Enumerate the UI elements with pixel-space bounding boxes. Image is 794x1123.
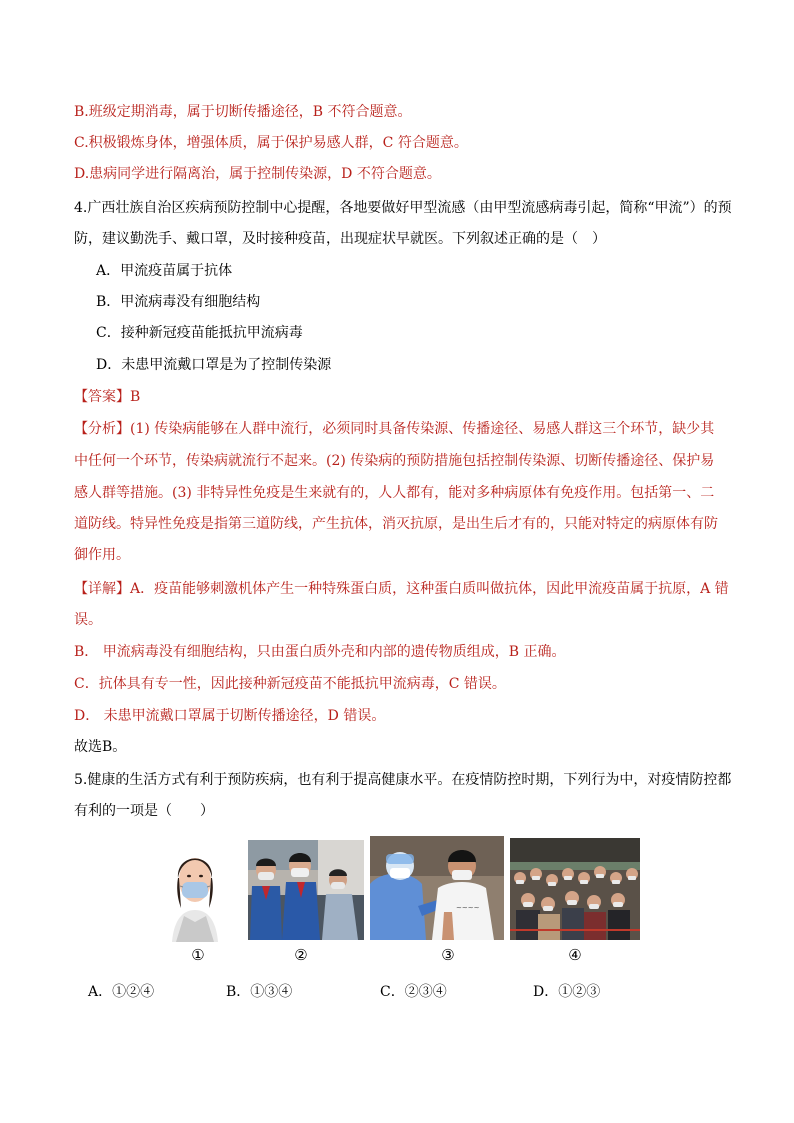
photo-students-masks <box>248 840 364 940</box>
analysis-tag: 【分析】 <box>74 421 130 437</box>
prev-answer-d: D.患病同学进行隔离治，属于控制传染源，D 不符合题意。 <box>74 166 441 182</box>
svg-text:~~~~: ~~~~ <box>456 904 480 912</box>
analysis-text: (1) 传染病能够在人群中流行，必须同时具备传染源、传播途径、易感人群这三个环节，缺少其 <box>130 421 715 437</box>
photo-woman-mask <box>154 838 236 942</box>
prev-answer-c: C.积极锻炼身体，增强体质，属于保护易感人群，C 符合题意。 <box>74 135 468 151</box>
q4-option-a: A．甲流疫苗属于抗体 <box>96 263 233 279</box>
q5-stem-line2: 有利的一项是（ ） <box>74 803 214 819</box>
prev-answer-b: B.班级定期消毒，属于切断传播途径，B 不符合题意。 <box>74 104 412 120</box>
q5-choice-c: C．②③④ <box>380 984 447 1000</box>
image-label-4: ④ <box>568 946 582 964</box>
q4-answer <box>74 387 140 407</box>
image-label-1: ① <box>191 946 205 964</box>
q4-stem-line2: 防，建议勤洗手、戴口罩，及时接种疫苗，出现症状早就医。下列叙述正确的是（ ） <box>74 231 606 247</box>
answer-tag: 【答案】 <box>74 389 130 405</box>
q4-analysis-line5: 御作用。 <box>74 547 130 563</box>
q5-choice-b: B．①③④ <box>226 984 293 1000</box>
q4-detail-line4: C．抗体具有专一性，因此接种新冠疫苗不能抵抗甲流病毒，C 错误。 <box>74 676 506 692</box>
q4-option-d: D．未患甲流戴口罩是为了控制传染源 <box>96 357 332 373</box>
detail-text: A．疫苗能够刺激机体产生一种特殊蛋白质，这种蛋白质叫做抗体，因此甲流疫苗属于抗原，A 错 <box>130 581 729 597</box>
q4-stem-line1: 4.广西壮族自治区疾病预防控制中心提醒，各地要做好甲型流感（由甲型流感病毒引起，简称“甲流”）的预 <box>74 200 732 216</box>
photo-vaccination <box>370 836 504 940</box>
photo-crowd <box>510 838 640 940</box>
q4-analysis-line1 <box>74 419 714 439</box>
image-label-3: ③ <box>441 946 455 964</box>
q4-analysis-line2: 中任何一个环节，传染病就流行不起来。(2) 传染病的预防措施包括控制传染源、切断传播途径、保护易 <box>74 453 715 469</box>
q4-detail-line5: D． 未患甲流戴口罩属于切断传播途径，D 错误。 <box>74 708 386 724</box>
q4-detail-line2: 误。 <box>74 612 102 628</box>
q5-choice-a: A．①②④ <box>88 984 155 1000</box>
q4-detail-line3: B． 甲流病毒没有细胞结构，只由蛋白质外壳和内部的遗传物质组成，B 正确。 <box>74 644 566 660</box>
q5-choice-d: D．①②③ <box>533 984 601 1000</box>
q4-option-c: C．接种新冠疫苗能抵抗甲流病毒 <box>96 325 303 341</box>
image-label-2: ② <box>294 946 308 964</box>
q4-detail-line1 <box>74 579 729 599</box>
q4-analysis-line4: 道防线。特异性免疫是指第三道防线，产生抗体，消灭抗原，是出生后才有的，只能对特定的病原体有防 <box>74 516 718 532</box>
detail-tag: 【详解】 <box>74 581 130 597</box>
q4-analysis-line3: 感人群等措施。(3) 非特异性免疫是生来就有的，人人都有，能对多种病原体有免疫作用。包括第一、二 <box>74 485 715 501</box>
q4-conclusion: 故选B。 <box>74 739 127 755</box>
q4-option-b: B．甲流病毒没有细胞结构 <box>96 294 261 310</box>
q5-stem-line1: 5.健康的生活方式有利于预防疾病，也有利于提高健康水平。在疫情防控时期，下列行为中，对疫情防控都 <box>74 772 732 788</box>
answer-value: B <box>130 389 141 405</box>
